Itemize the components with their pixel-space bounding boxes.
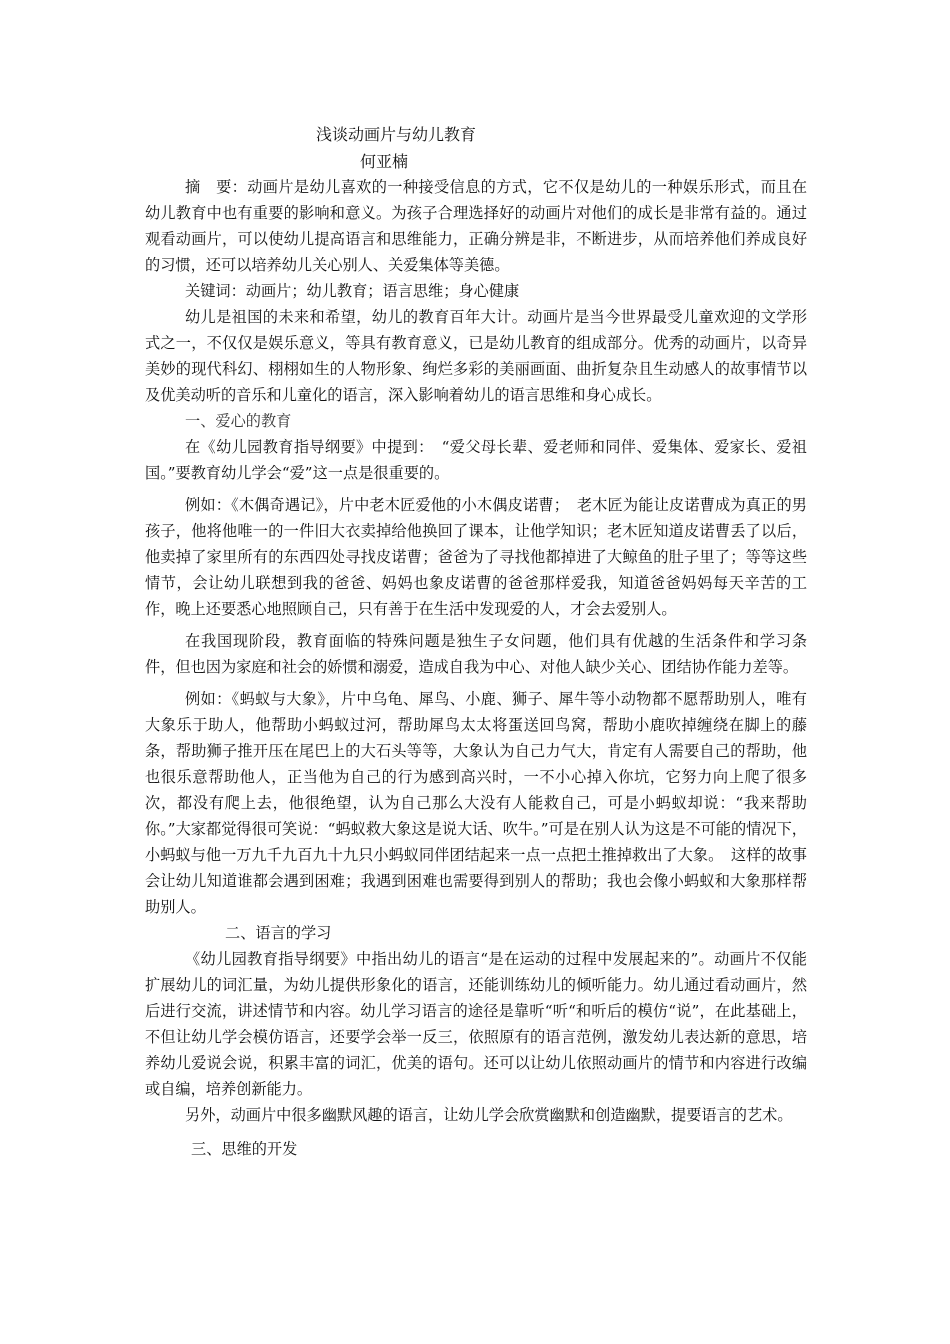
- abstract-paragraph: 摘 要：动画片是幼儿喜欢的一种接受信息的方式，它不仅是幼儿的一种娱乐形式，而且在幼儿教育中也有重要的影响和意义。为孩子合理选择好的动画片对他们的成长是非常有益的。通过观看动画片，可以使幼儿提高语言和思维能力，正确分辨是非，不断进步，从而培养他们养成良好的习惯，还可以培养幼儿关心别人、关爱集体等美德。: [145, 178, 807, 274]
- section2-paragraph-1: 《幼儿园教育指导纲要》中指出幼儿的语言“是在运动的过程中发展起来的”。动画片不仅能扩展幼儿的词汇量，为幼儿提供形象化的语言，还能训练幼儿的倾听能力。幼儿通过看动画片，然后进行交流，讲述情节和内容。幼儿学习语言的途径是靠听“听“和听后的模仿“说”，在此基础上，不但让幼儿学会模仿语言，还要学会举一反三，依照原有的语言范例，激发幼儿表达新的意思，培养幼儿爱说会说，积累丰富的词汇，优美的语句。还可以让幼儿依照动画片的情节和内容进行改编或自编，培养创新能力。: [145, 950, 807, 1098]
- document-title: 浅谈动画片与幼儿教育: [316, 125, 477, 144]
- section-heading-language: 二、语言的学习: [225, 924, 332, 942]
- document-body: [145, 174, 807, 1162]
- section-heading-thinking: 三、思维的开发: [191, 1140, 298, 1158]
- section1-paragraph-2: 例如：《木偶奇遇记》，片中老木匠爱他的小木偶皮诺曹； 老木匠为能让皮诺曹成为真正的男孩子，他将他唯一的一件旧大衣卖掉给他换回了课本，让他学知识；老木匠知道皮诺曹丢了以后，他卖掉了家里所有的东西四处寻找皮诺曹；爸爸为了寻找他都掉进了大鲸鱼的肚子里了；等等这些情节，会让幼儿联想到我的爸爸、妈妈也象皮诺曹的爸爸那样爱我，知道爸爸妈妈每天辛苦的工作，晚上还要悉心地照顾自己，只有善于在生活中发现爱的人，才会去爱别人。: [145, 496, 807, 618]
- intro-paragraph: 幼儿是祖国的未来和希望，幼儿的教育百年大计。动画片是当今世界最受儿童欢迎的文学形式之一，不仅仅是娱乐意义，等具有教育意义，已是幼儿教育的组成部分。优秀的动画片，以奇异美妙的现代科幻、栩栩如生的人物形象、绚烂多彩的美丽画面、曲折复杂且生动感人的故事情节以及优美动听的音乐和儿童化的语言，深入影响着幼儿的语言思维和身心成长。: [145, 308, 807, 404]
- document-author: 何亚楠: [360, 152, 409, 171]
- keywords-paragraph: 关键词：动画片；幼儿教育；语言思维；身心健康: [185, 282, 520, 300]
- section1-paragraph-3: 在我国现阶段，教育面临的特殊问题是独生子女问题，他们具有优越的生活条件和学习条件，但也因为家庭和社会的娇惯和溺爱，造成自我为中心、对他人缺少关心、团结协作能力差等。: [145, 632, 807, 676]
- section1-paragraph-1: 在《幼儿园教育指导纲要》中提到： “爱父母长辈、爱老师和同伴、爱集体、爱家长、爱祖国。”要教育幼儿学会“爱”这一点是很重要的。: [145, 438, 807, 482]
- section1-paragraph-4: 例如：《蚂蚁与大象》，片中乌龟、犀鸟、小鹿、狮子、犀牛等小动物都不愿帮助别人，唯有大象乐于助人，他帮助小蚂蚁过河，帮助犀鸟太太将蛋送回鸟窝，帮助小鹿吹掉缠绕在脚上的藤条，帮助狮子推开压在尾巴上的大石头等等，大象认为自己力气大，肯定有人需要自己的帮助，他也很乐意帮助他人，正当他为自己的行为感到高兴时，一不小心掉入你坑，它努力向上爬了很多次，都没有爬上去，他很绝望，认为自己那么大没有人能救自己，可是小蚂蚁却说：“我来帮助你。”大家都觉得很可笑说：“蚂蚁救大象这是说大话、吹牛。”可是在别人认为这是不可能的情况下，小蚂蚁与他一万九千九百九十九只小蚂蚁同伴团结起来一点一点把土推掉救出了大象。 这样的故事会让幼儿知道谁都会遇到困难；我遇到困难也需要得到别人的帮助；我也会像小蚂蚁和大象那样帮助别人。: [145, 690, 807, 916]
- section-heading-love: 一、爱心的教育: [185, 412, 292, 430]
- section2-paragraph-2: 另外，动画片中很多幽默风趣的语言，让幼儿学会欣赏幽默和创造幽默，提要语言的艺术。: [185, 1106, 793, 1124]
